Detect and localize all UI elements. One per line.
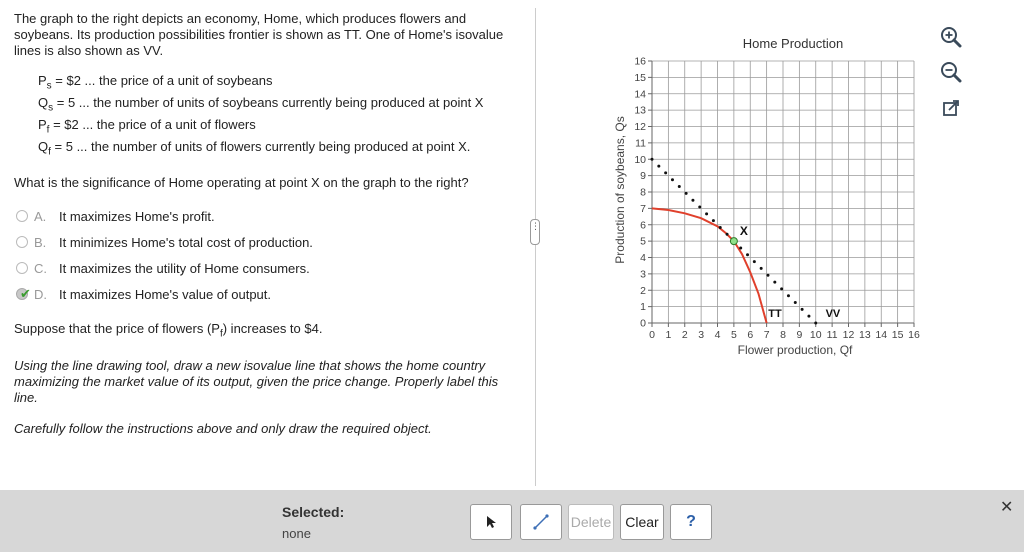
x-tick-label: 14 [875, 329, 888, 341]
delete-button[interactable]: Delete [568, 504, 614, 540]
definition-qf: $Q_f = 5$ ... the number of units of flowers currently being produced at point X. [38, 139, 471, 158]
y-tick-label: 9 [640, 170, 646, 183]
y-tick-label: 5 [640, 235, 646, 248]
x-tick-label: 5 [730, 329, 737, 341]
arrow-pointer-icon [484, 515, 498, 529]
vv-dot [664, 171, 667, 174]
y-tick-label: 16 [634, 55, 646, 68]
vv-dot [685, 192, 688, 195]
y-tick-label: 11 [635, 137, 646, 150]
vv-dot [712, 219, 715, 222]
x-tick-label: 15 [891, 329, 904, 341]
y-axis-label: Production of soybeans, Qs [613, 116, 627, 264]
definition-qs: $Q_s = 5$ ... the number of units of soybeans currently being produced at point X [38, 95, 484, 114]
radio-option-b[interactable] [16, 236, 28, 248]
point-x-marker [730, 238, 737, 245]
vv-dot [766, 274, 769, 277]
vv-dot [760, 267, 763, 270]
line-tool-button[interactable] [520, 504, 562, 540]
caution-text: Carefully follow the instructions above and only draw the required object. [14, 421, 432, 436]
y-tick-label: 6 [640, 219, 646, 232]
vv-dot [807, 315, 810, 318]
tt-curve [652, 208, 767, 323]
vv-dot [801, 308, 804, 311]
vv-dot [719, 226, 722, 229]
y-tick-label: 3 [640, 268, 646, 281]
vv-dot [691, 199, 694, 202]
vv-dot [780, 287, 783, 290]
x-tick-label: 10 [809, 329, 822, 341]
y-tick-label: 10 [634, 153, 646, 166]
radio-option-a[interactable] [16, 210, 28, 222]
definition-pf: $P_f$ = $2 ... the price of a unit of flowers [38, 117, 256, 136]
pointer-tool-button[interactable] [470, 504, 512, 540]
home-production-chart[interactable] [600, 25, 930, 365]
vv-dot [726, 233, 729, 236]
x-tick-label: 3 [698, 329, 705, 341]
x-tick-label: 8 [780, 329, 786, 341]
close-icon[interactable]: ✕ [1000, 499, 1014, 516]
popout-button[interactable] [938, 96, 964, 120]
vv-dot [705, 212, 708, 215]
popout-icon [942, 99, 960, 117]
x-tick-label: 12 [842, 329, 855, 341]
definition-ps: $P_s$ = $2 ... the price of a unit of soybeans [38, 73, 273, 92]
chart-title: Home Production [742, 36, 844, 51]
x-tick-label: 4 [714, 329, 721, 341]
x-tick-label: 11 [826, 329, 838, 341]
y-tick-label: 4 [640, 252, 646, 264]
radio-option-c[interactable] [16, 262, 28, 274]
zoom-in-icon [940, 26, 962, 48]
x-tick-label: 7 [763, 329, 770, 341]
question-panel: The graph to the right depicts an economy, Home, which produces flowers and soybeans. Its production possibilities frontier is shown as TT. One of Home's isovalue lines is also shown as VV. $P_s$ = $2 ... the price of a unit of soybeans $Q_s = 5$ ... the number of units of soybeans currently being produced at point X $P_f$ = $2 ... the price of a unit of flowers $Q_f = 5$ ... the number of units of flowers currently being produced at point X. What is the significance of Home operating at point X on the graph to the right? A. It maximizes Home's profit. B. It minimizes Home's total cost of production. C. It maximizes the utility of Home consumers. ✔ D. It maximizes Home's value of output. Suppose that the price of flowers $(P_f)$ increases to $4. Using the line drawing tool, draw a new isovalue line that shows the home country maximizing the market value of its output, given the price change. Properly label this line. Carefully follow the instructions above and only draw the required object. [0, 0, 534, 490]
footer-toolbar [0, 490, 1024, 552]
selected-label: Selected: [282, 504, 345, 520]
resize-handle[interactable]: ⋮ [530, 219, 540, 245]
vv-dot [753, 260, 756, 263]
help-button[interactable]: ? [670, 504, 712, 540]
line-draw-icon [532, 513, 550, 531]
y-tick-label: 14 [634, 88, 646, 101]
vv-dot [746, 253, 749, 256]
clear-button[interactable]: Clear [620, 504, 664, 540]
y-tick-label: 8 [640, 186, 646, 199]
question-text: What is the significance of Home operating at point X on the graph to the right? [14, 175, 469, 190]
vv-dot [678, 185, 681, 188]
vv-dot [651, 158, 654, 161]
curve-label-tt: TT [768, 308, 782, 321]
vv-dot [657, 165, 660, 168]
vv-dot [698, 206, 701, 209]
panel-divider [535, 8, 536, 486]
intro-text: The graph to the right depicts an economy, Home, which produces flowers and soybeans. Its production possibilities frontier is shown as TT. One of Home's isovalue lines is also shown as VV. [14, 11, 504, 58]
vv-dot [794, 301, 797, 304]
x-tick-label: 2 [681, 329, 688, 341]
vv-dot [671, 178, 674, 181]
x-tick-label: 1 [665, 329, 672, 341]
x-tick-label: 9 [796, 329, 803, 341]
x-tick-label: 16 [908, 329, 920, 341]
y-tick-label: 13 [634, 104, 646, 117]
y-tick-label: 2 [640, 284, 646, 297]
zoom-in-button[interactable] [938, 25, 964, 49]
vv-dot [814, 322, 817, 325]
x-tick-label: 6 [747, 329, 754, 341]
y-tick-label: 0 [640, 317, 646, 330]
y-tick-label: 15 [634, 71, 646, 84]
y-tick-label: 7 [640, 202, 646, 215]
point-x-label: X [739, 224, 748, 239]
instruction-text: Using the line drawing tool, draw a new isovalue line that shows the home country maximizing the market value of its output, given the price change. Properly label this line. [14, 358, 499, 405]
price-change-text: Suppose that the price of flowers $(P_f)$ increases to $4. [14, 321, 323, 340]
vv-dot [773, 281, 776, 284]
curve-label-vv: VV [825, 308, 841, 321]
y-tick-label: 1 [640, 301, 646, 314]
vv-dot [739, 246, 742, 249]
x-tick-label: 0 [649, 329, 655, 341]
zoom-out-icon [940, 61, 962, 83]
checkmark-icon: ✔ [20, 286, 31, 301]
x-tick-label: 13 [859, 329, 871, 341]
y-tick-label: 12 [634, 121, 646, 133]
zoom-out-button[interactable] [938, 60, 964, 84]
selected-value: none [282, 526, 311, 541]
x-axis-label: Flower production, Qf [737, 343, 853, 357]
vv-dot [787, 294, 790, 297]
